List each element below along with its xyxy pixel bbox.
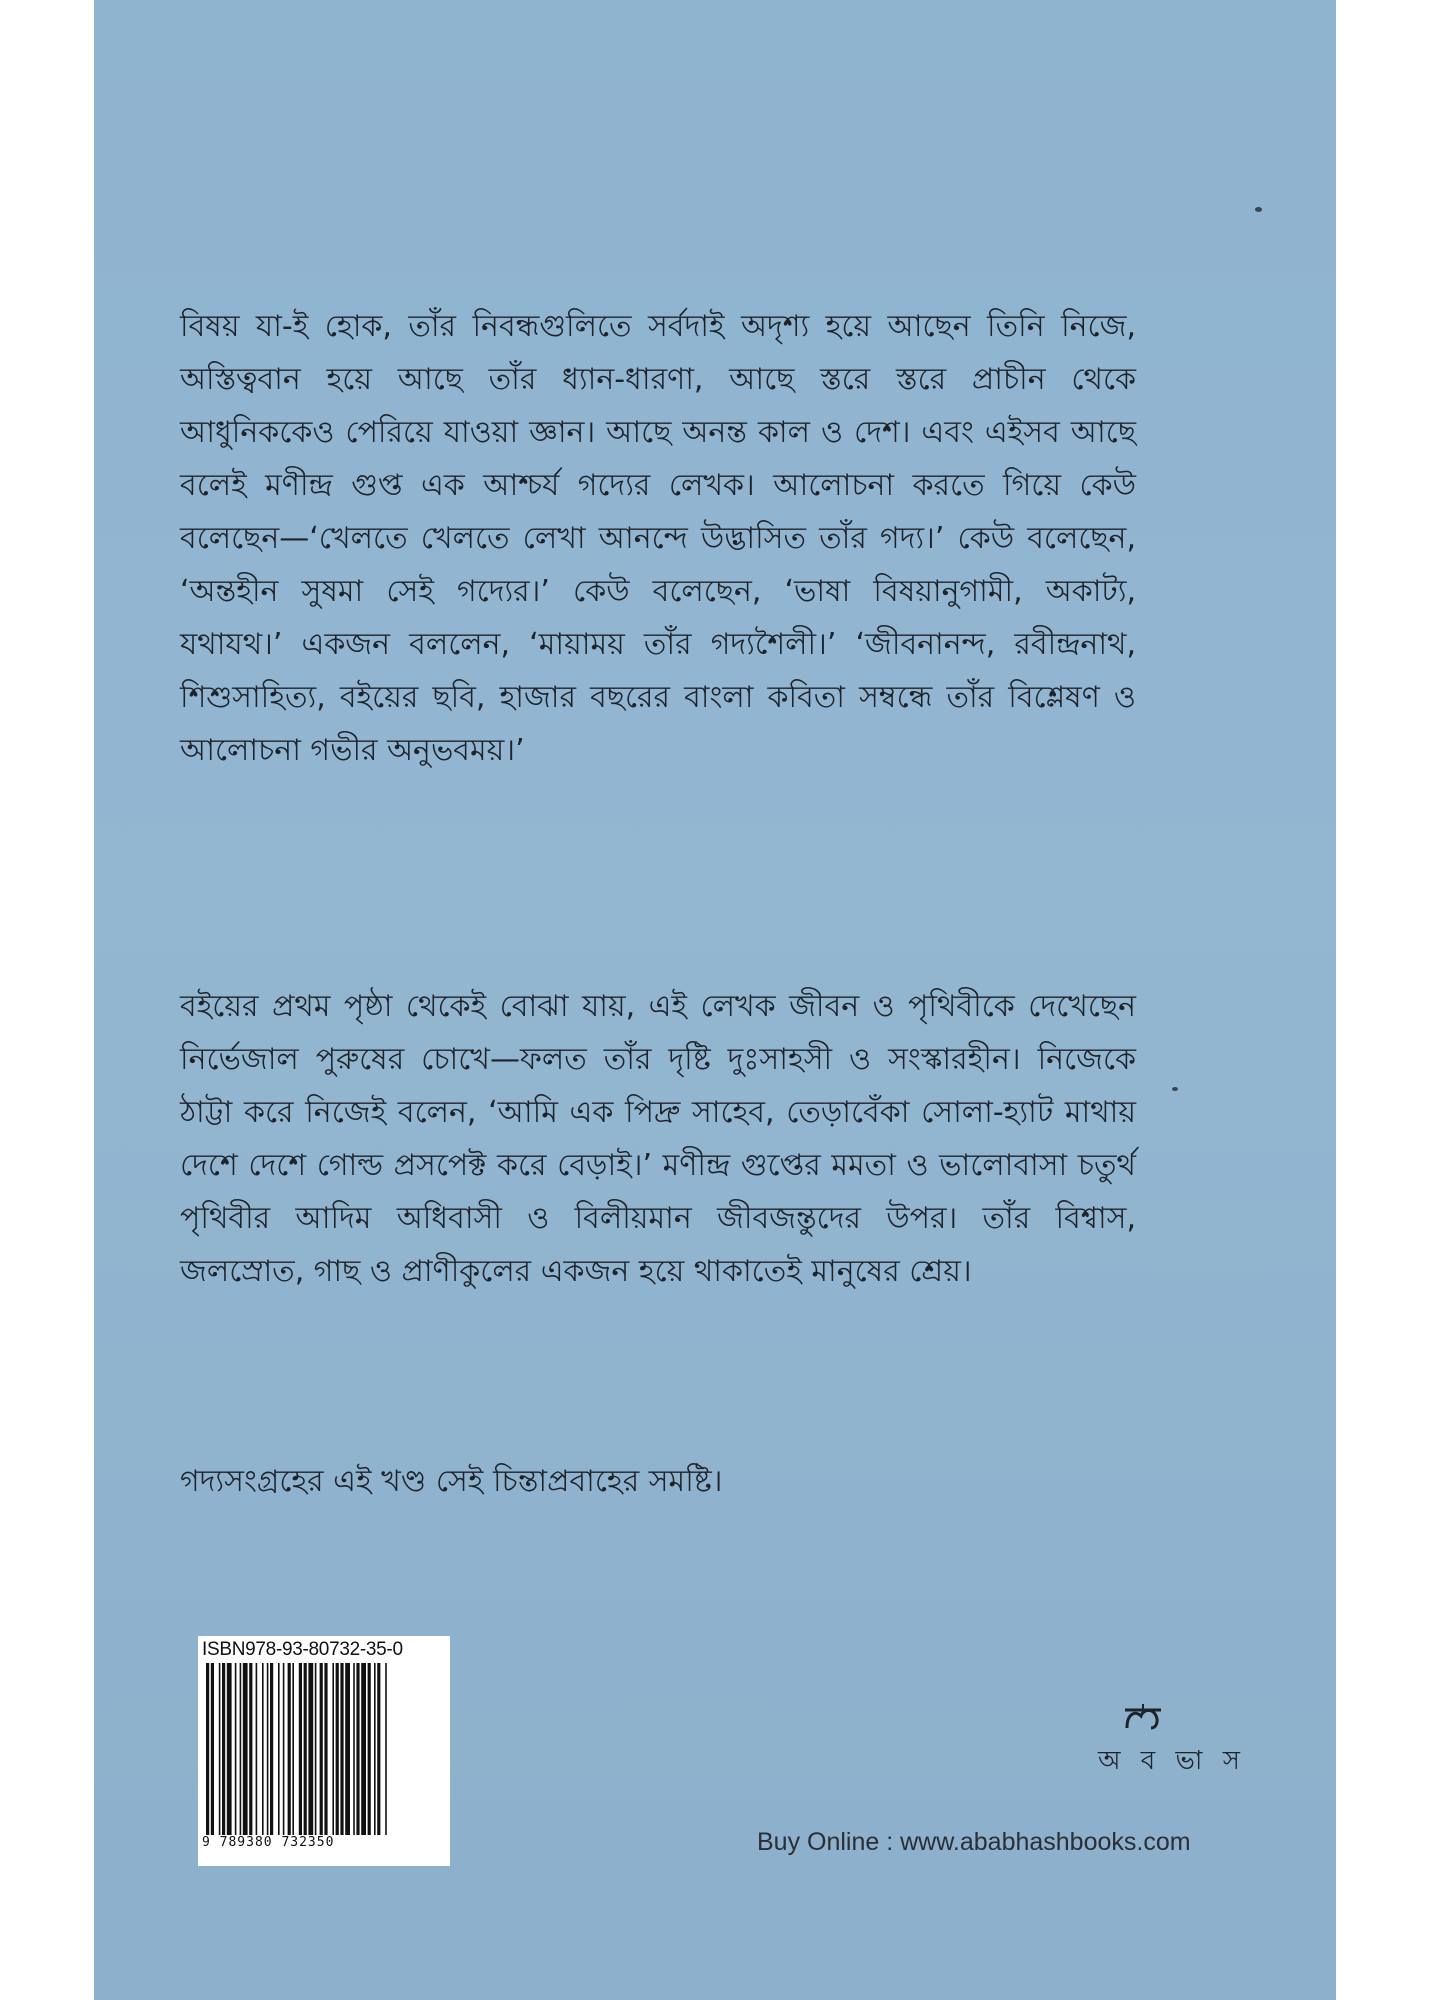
- buy-online-text: Buy Online : www.ababhashbooks.com: [757, 1828, 1191, 1856]
- isbn-label: ISBN978-93-80732-35-0: [202, 1639, 403, 1660]
- blurb-paragraph-1: বিষয় যা-ই হোক, তাঁর নিবন্ধগুলিতে সর্বদাই অদৃশ্য হয়ে আছেন তিনি নিজে, অস্তিত্ববান হয়ে আছে তাঁর ধ্যান-ধারণা, আছে স্তরে স্তরে প্রাচীন থেকে আধুনিককেও পেরিয়ে যাওয়া জ্ঞান। আছে অনন্ত কাল ও দেশ। এবং এইসব আছে বলেই মণীন্দ্র গুপ্ত এক আশ্চর্য গদ্যের লেখক। আলোচনা করতে গিয়ে কেউ বলেছেন—‘খেলতে খেলতে লেখা আনন্দে উদ্ভাসিত তাঁর গদ্য।’ কেউ বলেছেন, ‘অন্তহীন সুষমা সেই গদ্যের।’ কেউ বলেছেন, ‘ভাষা বিষয়ানুগামী, অকাট্য, যথাযথ।’ একজন বললেন, ‘মায়াময় তাঁর গদ্যশৈলী।’ ‘জীবনানন্দ, রবীন্দ্রনাথ, শিশুসাহিত্য, বইয়ের ছবি, হাজার বছরের বাংলা কবিতা সম্বন্ধে তাঁর বিশ্লেষণ ও আলোচনা গভীর অনুভবময়।’: [180, 309, 1136, 768]
- barcode-digits: 9 789380 732350: [202, 1835, 335, 1850]
- publisher-name: অ ব ভা স: [1098, 1746, 1246, 1776]
- barcode-bars-icon: [202, 1663, 446, 1835]
- isbn-barcode: [198, 1636, 450, 1866]
- blurb-paragraph-3: গদ্যসংগ্রহের এই খণ্ড সেই চিন্তাপ্রবাহের সমষ্টি।: [180, 1464, 723, 1499]
- dust-speck: [1255, 207, 1262, 212]
- publisher-logo-icon: [1123, 1702, 1163, 1734]
- dust-speck: [1172, 1087, 1178, 1091]
- blurb-paragraph-2: বইয়ের প্রথম পৃষ্ঠা থেকেই বোঝা যায়, এই লেখক জীবন ও পৃথিবীকে দেখেছেন নির্ভেজাল পুরুষের চোখে—ফলত তাঁর দৃষ্টি দুঃসাহসী ও সংস্কারহীন। নিজেকে ঠাট্টা করে নিজেই বলেন, ‘আমি এক পিদ্রু সাহেব, তেড়াবেঁকা সোলা-হ্যাট মাথায় দেশে দেশে গোল্ড প্রসপেক্ট করে বেড়াই।’ মণীন্দ্র গুপ্তের মমতা ও ভালোবাসা চতুর্থ পৃথিবীর আদিম অধিবাসী ও বিলীয়মান জীবজন্তুদের উপর। তাঁর বিশ্বাস, জলস্রোত, গাছ ও প্রাণীকুলের একজন হয়ে থাকাতেই মানুষের শ্রেয়।: [180, 989, 1136, 1289]
